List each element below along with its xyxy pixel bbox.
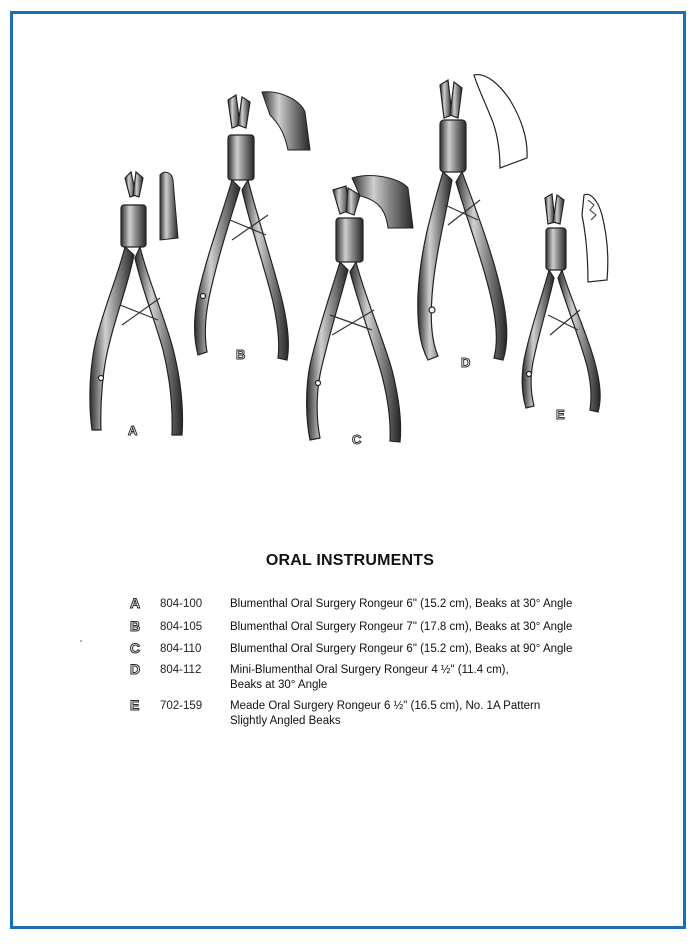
item-letter: D xyxy=(130,661,141,677)
rongeur-b-beak-detail xyxy=(262,92,310,150)
item-code: 804-105 xyxy=(160,621,203,633)
item-letter: B xyxy=(130,618,141,634)
figure-label-b: B xyxy=(236,347,246,362)
page-title: ORAL INSTRUMENTS xyxy=(265,552,435,569)
list-item xyxy=(0,640,700,663)
instrument-illustrations xyxy=(0,0,700,470)
figure-label-e: E xyxy=(556,407,565,422)
item-description-continued: Beaks at 30° Angle xyxy=(230,679,328,691)
item-letter: A xyxy=(130,595,141,611)
figure-label-a: A xyxy=(128,423,138,438)
item-letter: E xyxy=(130,697,140,713)
item-code: 804-100 xyxy=(160,598,203,610)
item-code: 804-110 xyxy=(160,643,202,655)
list-item xyxy=(0,618,700,641)
rongeur-c-illustration xyxy=(307,186,401,442)
item-code: 804-112 xyxy=(160,664,202,676)
list-item xyxy=(0,595,700,618)
item-letter: C xyxy=(130,640,141,656)
item-description: Blumenthal Oral Surgery Rongeur 6" (15.2 cm), Beaks at 90° Angle xyxy=(230,643,573,655)
rongeur-a-beak-detail xyxy=(160,172,178,240)
item-description: Meade Oral Surgery Rongeur 6 ½" (16.5 cm), No. 1A Pattern xyxy=(230,700,541,712)
scan-speck xyxy=(80,640,82,642)
item-description: Mini-Blumenthal Oral Surgery Rongeur 4 ½" (11.4 cm), xyxy=(230,664,509,676)
figure-label-c: C xyxy=(352,432,362,447)
rongeur-e-beak-detail xyxy=(582,194,608,282)
rongeur-d-beak-detail xyxy=(474,75,527,168)
item-description-continued: Slightly Angled Beaks xyxy=(230,715,341,727)
item-description: Blumenthal Oral Surgery Rongeur 7" (17.8 cm), Beaks at 30° Angle xyxy=(230,621,573,633)
list-item xyxy=(0,697,700,734)
item-description: Blumenthal Oral Surgery Rongeur 6" (15.2 cm), Beaks at 30° Angle xyxy=(230,598,573,610)
item-code: 702-159 xyxy=(160,700,203,712)
list-item xyxy=(0,661,700,698)
figure-label-d: D xyxy=(461,355,471,370)
rongeur-b-illustration xyxy=(195,95,289,360)
